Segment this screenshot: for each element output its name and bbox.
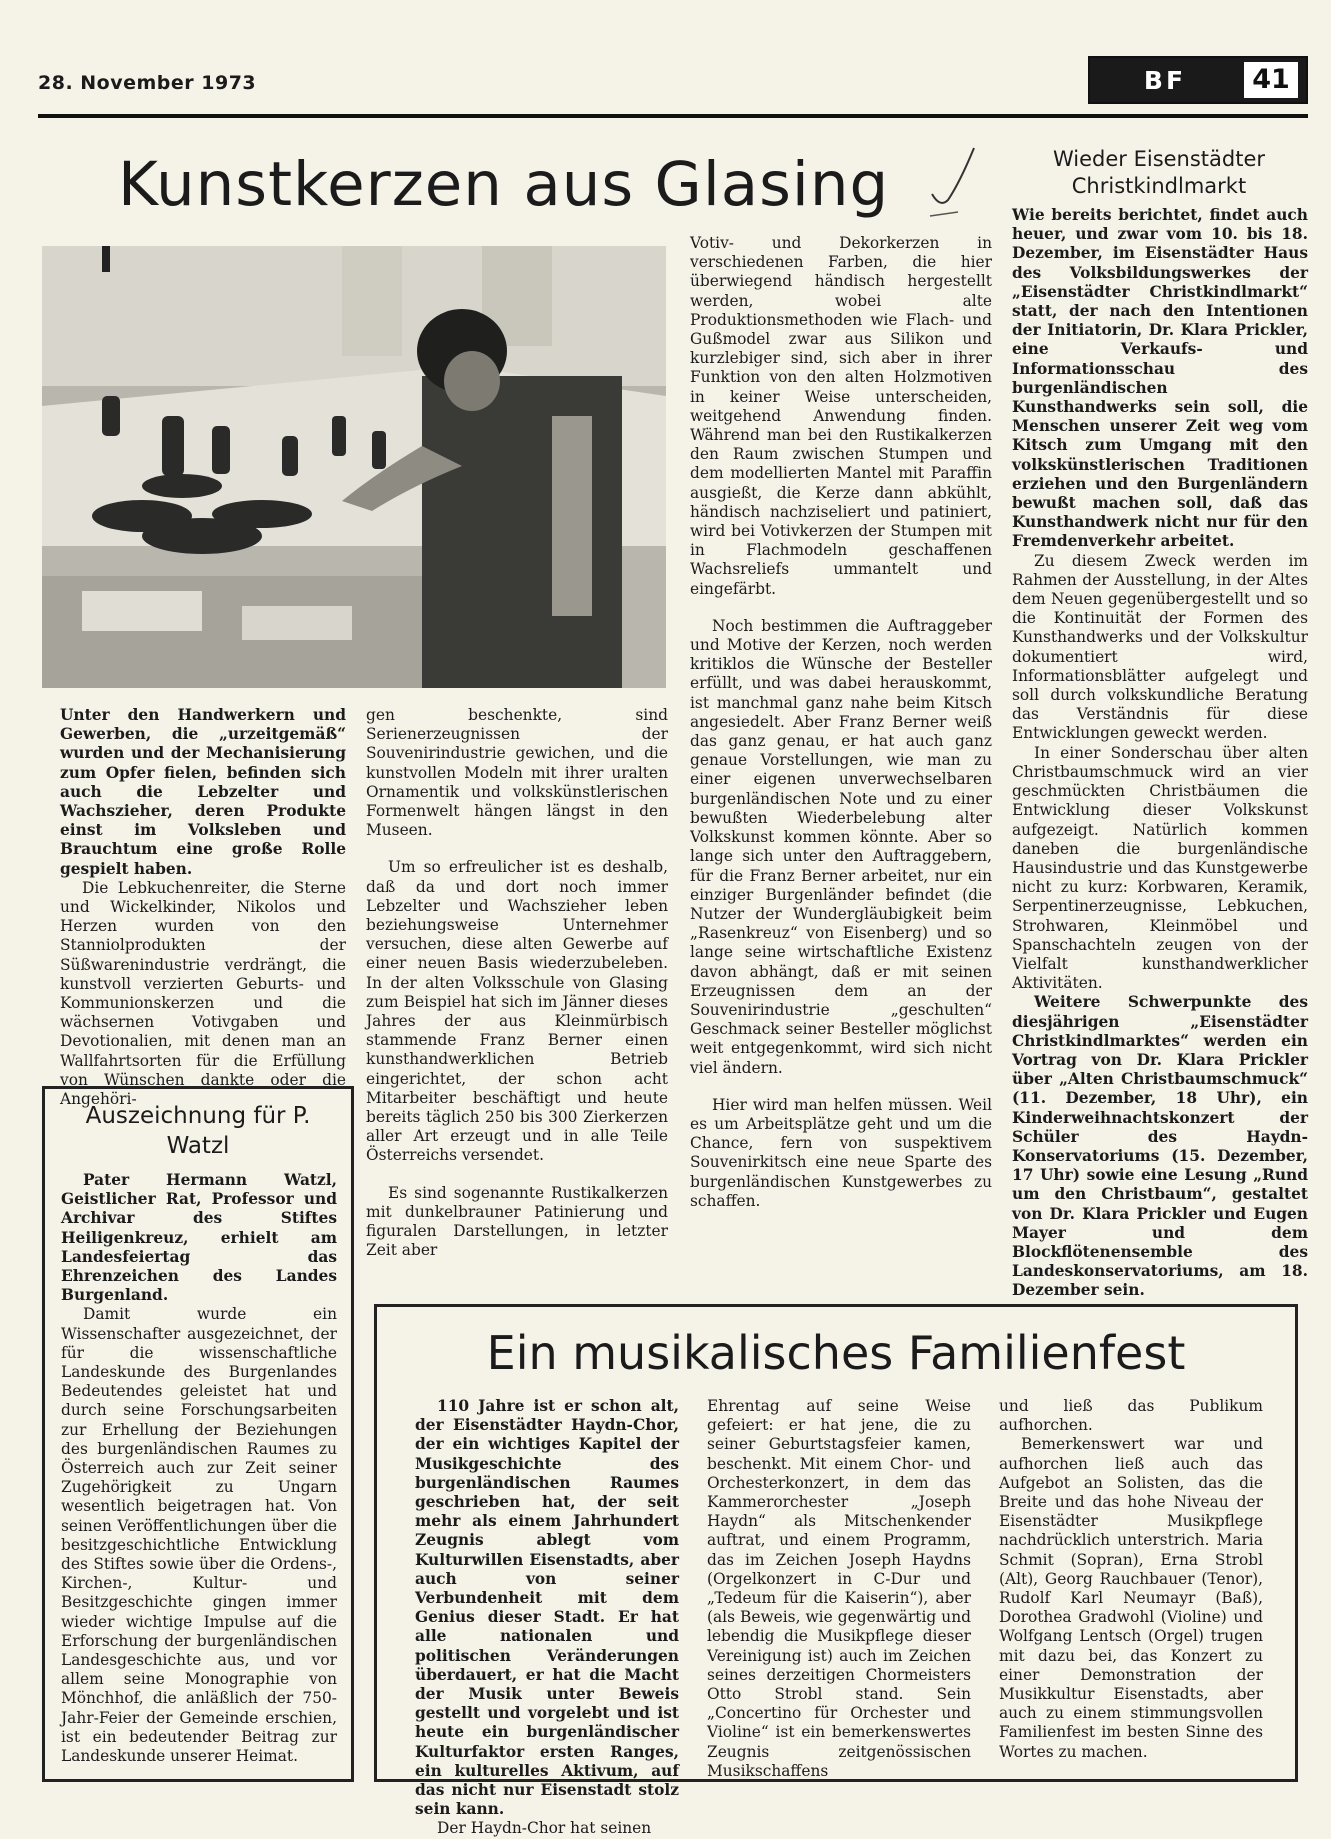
main-article-paragraph: Es sind sogenannte Rustikalkerzen mit dunkelbrauner Patinierung und figuralen Darstellungen, in letzter Zeit aber bbox=[366, 1183, 668, 1260]
music-paragraph: und ließ das Publikum aufhorchen. bbox=[999, 1397, 1263, 1435]
workshop-photo bbox=[42, 246, 666, 688]
music-headline: Ein musikalisches Familienfest bbox=[486, 1326, 1186, 1380]
music-paragraph: Der Haydn-Chor hat seinen bbox=[437, 1819, 652, 1838]
header-rule bbox=[38, 114, 1308, 118]
section-badge bbox=[1088, 56, 1308, 104]
music-paragraph: Bemerkenswert war und aufhorchen ließ auch das Aufgebot an Solisten, das die Breite und das hohe Niveau der Eisenstädter Musikpflege nachdrücklich unterstrich. Maria Schmit (Sopran), Erna Strobl (Alt), Georg Rauchbauer (Tenor), Rudolf Karl Neumayr (Baß), Dorothea Gradwohl (Violine) und Wolfgang Lentsch (Orgel) trugen mit dazu bei, das Konzert zu einer Demonstration der Musikkultur Eisenstadts, aber auch zu einem stimmungsvollen Familienfest im besten Sinne des Wortes zu machen. bbox=[999, 1435, 1263, 1761]
main-article-column-2 bbox=[366, 706, 668, 1260]
main-article-column-1 bbox=[60, 706, 346, 1109]
award-headline: Auszeichnung für P. Watzl bbox=[85, 1103, 311, 1159]
music-column-3 bbox=[999, 1397, 1263, 1762]
market-headline: Wieder Eisenstädter Christkindlmarkt bbox=[1052, 147, 1266, 198]
main-headline: Kunstkerzen aus Glasing bbox=[118, 149, 890, 220]
music-box bbox=[374, 1304, 1298, 1838]
market-article-body bbox=[1012, 206, 1308, 1301]
page-number: 41 bbox=[1244, 62, 1298, 98]
main-article-paragraph: Votiv- und Dekorkerzen in verschiedenen Farben, die hier überwiegend händisch hergestellt werden, wobei alte Produktionsmethoden wie Flach- und Gußmodel zwar aus Silikon und kurzlebiger sind, sich aber in ihrer Funktion von den alten Holzmotiven in keiner Weise unterscheiden, weitgehend Anwendung finden. Während man bei den Rustikalkerzen den Raum zwischen Stumpen und dem modellierten Mantel mit Paraffin ausgießt, die Kerze dann abkühlt, händisch nachziseliert und patiniert, wird bei Votivkerzen der Stumpen mit in Flachmodeln geschaffenen Wachsreliefs ummantelt und eingefärbt. bbox=[690, 234, 992, 598]
music-column-1 bbox=[415, 1397, 679, 1839]
market-events-paragraph: Weitere Schwerpunkte des diesjährigen „Eisenstädter Christkindlmarktes“ werden ein Vortrag von Dr. Klara Prickler über „Alten Christbaumschmuck“ (11. Dezember, 18 Uhr), ein Kinderweihnachtskonzert der Schüler des Haydn-Konservatoriums (15. Dezember, 17 Uhr) sowie eine Lesung „Rund um den Christbaum“, gestaltet von Dr. Klara Prickler und Eugen Mayer und dem Blockflötenensemble des Landeskonservatoriums, am 18. Dezember sein. bbox=[1012, 993, 1308, 1300]
music-paragraph: Ehrentag auf seine Weise gefeiert: er hat jene, die zu seiner Geburtstagsfeier kamen, beschenkt. Mit einem Chor- und Orchesterkonzert, in dem das Kammerorchester „Joseph Haydn“ als Mitschenkender auftrat, und einem Programm, das im Zeichen Joseph Haydns (Orgelkonzert in C-Dur und „Tedeum für die Kaiserin“), aber (als Beweis, wie gegenwärtig und lebendig die Musikpflege dieser Vereinigung ist) auch im Zeichen seines derzeitigen Chormeisters Otto Strobl stand. Sein „Concertino für Orchester und Violine“ ist ein bemerkenswertes Zeugnis zeitgenössischen Musikschaffens bbox=[707, 1397, 971, 1780]
main-article-paragraph: Um so erfreulicher ist es deshalb, daß da und dort noch immer Lebzelter und Wachszieher leben beziehungsweise Unternehmer versuchen, diese alten Gewerbe auf einer neuen Basis wiederzubeleben. In der alten Volksschule von Glasing zum Beispiel hat sich im Jänner dieses Jahres der aus Kleinmürbisch stammende Franz Berner einen kunsthandwerklichen Betrieb eingerichtet, der schon acht Mitarbeiter beschäftigt und heute bereits täglich 250 bis 300 Zierkerzen aller Art erzeugt und in alle Teile Österreichs versendet. bbox=[366, 858, 668, 1165]
main-article-paragraph: gen beschenkte, sind Serienerzeugnissen der Souvenirindustrie gewichen, und die kunstvollen Modeln mit ihrer uralten Ornamentik und volkskünstlerischen Formenwelt hängen längst in den Museen. bbox=[366, 706, 668, 840]
music-lead: 110 Jahre ist er schon alt, der Eisenstädter Haydn-Chor, der ein wichtiges Kapitel der Musikgeschichte des burgenländischen Raumes geschrieben hat, der seit mehr als einem Jahrhundert Zeugnis ablegt vom Kulturwillen Eisenstadts, aber auch von seiner Verbundenheit mit dem Genius dieser Stadt. Er hat alle nationalen und politischen Veränderungen überdauert, er hat die Macht der Musik unter Beweis gestellt und vorgelebt und ist heute ein burgenländischer Kulturfaktor ersten Ranges, ein kulturelles Aktivum, auf das nicht nur Eisenstadt stolz sein kann. bbox=[415, 1397, 679, 1819]
award-lead: Pater Hermann Watzl, Geistlicher Rat, Professor und Archivar des Stiftes Heiligenkreuz, erhielt am Landesfeiertag das Ehrenzeichen des Landes Burgenland. bbox=[61, 1171, 337, 1305]
award-paragraph: Damit wurde ein Wissenschafter ausgezeichnet, der für die wissenschaftliche Landeskunde des Burgenlandes Bedeutendes geleistet hat und durch seine Forschungsarbeiten zur Erhellung der Beziehungen des burgenländischen Raumes zu Österreich auch zur Zeit seiner Zugehörigkeit zu Ungarn wesentlich beigetragen hat. Von seinen Veröffentlichungen über die besitzgeschichtliche Entwicklung des Stiftes sowie über die Ordens-, Kirchen-, Kultur- und Besitzgeschichte gingen immer wieder wichtige Impulse auf die Erforschung der burgenländischen Landesgeschichte aus, und vor allem seine Monographie von Mönchhof, die anläßlich der 750-Jahr-Feier der Gemeinde erschien, ist ein bedeutender Beitrag zur Landeskunde unserer Heimat. bbox=[61, 1305, 337, 1766]
pen-mark-decoration bbox=[928, 142, 978, 222]
main-article-paragraph: Die Lebkuchenreiter, die Sterne und Wickelkinder, Nikolos und Herzen wurden von den Stanniolprodukten der Süßwarenindustrie verdrängt, die kunstvoll verzierten Geburts- und Kommunionskerzen und die wächsernen Votivgaben und Devotionalien, mit denen man an Wallfahrtsorten für die Erfüllung von Wünschen dankte oder die Angehöri- bbox=[60, 878, 346, 1109]
main-article-lead: Unter den Handwerkern und Gewerben, die „urzeitgemäß“ wurden und der Mechanisierung zum Opfer fielen, befinden sich auch die Lebzelter und Wachszieher, deren Produkte einst im Volksleben und Brauchtum eine große Rolle gespielt haben. bbox=[60, 706, 346, 878]
award-body bbox=[61, 1171, 337, 1766]
section-label: BF bbox=[1143, 65, 1187, 95]
market-paragraph: In einer Sonderschau über alten Christbaumschmuck wird an vier geschmückten Christbäumen die Entwicklung dieser Volkskunst aufgezeigt. Natürlich kommen daneben die burgenländische Hausindustrie und das Kunstgewerbe nicht zu kurz: Korbwaren, Keramik, Serpentinerzeugnisse, Lebkuchen, Strohwaren, Kleinmöbel und Spanschachteln zeugen von der Vielfalt kunsthandwerklicher Aktivitäten. bbox=[1012, 743, 1308, 993]
award-box bbox=[42, 1086, 354, 1782]
main-article-paragraph: Noch bestimmen die Auftraggeber und Motive der Kerzen, noch werden kritiklos die Wünsche der Besteller erfüllt, und was dabei herauskommt, ist manchmal ganz nahe beim Kitsch angesiedelt. Aber Franz Berner weiß das ganz genau, er hat auch ganz genaue Vorstellungen, wie man zu einer eigenen unverwechselbaren burgenländischen Note und zu einer bewußten Wiederbelebung alter Volkskunst kommen könnte. Aber so lange sich unter den Auftraggebern, für die Franz Berner arbeitet, nur ein einziger Burgenländer befindet (die Nutzer der Wundergläubigkeit beim „Rasenkreuz“ von Eisenberg) und so lange seine wirtschaftliche Existenz davon abhängt, daß er mit seinen Erzeugnissen dem an der Souvenirindustrie „geschulten“ Geschmack seiner Besteller möglichst weit entgegenkommt, wird sich nicht viel ändern. bbox=[690, 616, 992, 1077]
issue-date: 28. November 1973 bbox=[38, 72, 257, 94]
market-paragraph: Zu diesem Zweck werden im Rahmen der Ausstellung, in der Altes dem Neuen gegenübergestellt und so die Kontinuität der Formen des Kunsthandwerks und der Volkskultur dokumentiert wird, Informationsblätter aufgelegt und soll durch volkskundliche Beratung das Verständnis für diese Entwicklungen geweckt werden. bbox=[1012, 551, 1308, 743]
main-article-column-3 bbox=[690, 234, 992, 1211]
music-column-2 bbox=[707, 1397, 971, 1781]
main-article-paragraph: Hier wird man helfen müssen. Weil es um Arbeitsplätze geht und um die Chance, fern von suspektivem Souvenirkitsch eine neue Sparte des burgenländischen Kunstgewerbes zu schaffen. bbox=[690, 1095, 992, 1210]
market-lead: Wie bereits berichtet, findet auch heuer, und zwar vom 10. bis 18. Dezember, im Eisenstädter Haus des Volksbildungswerkes der „Eisenstädter Christkindlmarkt“ statt, der nach den Intentionen der Initiatorin, Dr. Klara Prickler, eine Verkaufs- und Informationsschau des burgenländischen Kunsthandwerks sein soll, die Menschen unserer Zeit weg vom Kitsch zum Umgang mit den volkskünstlerischen Traditionen erziehen und den Burgenländern bewußt machen soll, daß das Kunsthandwerk nicht nur für den Fremdenverkehr arbeitet. bbox=[1012, 206, 1308, 551]
